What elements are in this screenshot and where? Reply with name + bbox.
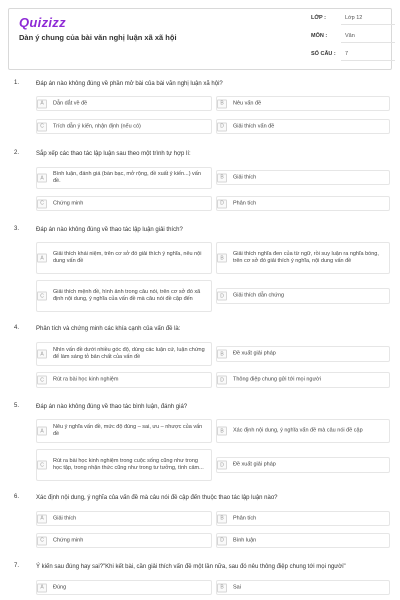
option-4b[interactable] (216, 346, 390, 362)
option-text: Giải thích dẫn chứng (233, 292, 285, 299)
option-1b[interactable] (216, 96, 390, 111)
option-letter: D (217, 376, 227, 385)
option-text: Giải thích vấn đề (233, 123, 275, 129)
option-5d[interactable] (216, 457, 390, 473)
option-letter: B (217, 350, 227, 359)
meta-label: LỚP : (311, 15, 326, 21)
option-4d[interactable] (216, 372, 390, 388)
option-1a[interactable] (36, 96, 212, 111)
worksheet-header (8, 8, 392, 70)
option-6c[interactable] (36, 533, 212, 548)
meta-label: SỐ CÂU : (311, 51, 336, 57)
meta-subject (311, 29, 395, 43)
option-3d[interactable] (216, 288, 390, 304)
option-text: Thông điệp chung gửi tới mọi người (233, 376, 321, 383)
question-text: Xác định nội dung, ý nghĩa của vấn đề mà câu nói đề cập đến thuộc thao tác lập luận nào? (36, 495, 278, 501)
meta-grade (311, 11, 395, 25)
option-5b[interactable] (216, 419, 390, 443)
meta-question-count (311, 47, 395, 61)
option-letter: D (217, 199, 227, 208)
option-text: Phân tích (233, 515, 257, 521)
option-text: Giải thích (53, 515, 77, 521)
option-letter: B (217, 583, 227, 592)
question-number: 3. (14, 226, 20, 232)
option-text: Chứng minh (53, 537, 84, 543)
option-letter: C (37, 122, 47, 131)
option-text: Đề xuất giải pháp (233, 350, 276, 357)
option-letter: B (217, 99, 227, 108)
option-letter: A (37, 583, 47, 592)
option-text: Đúng (53, 584, 67, 590)
option-letter: B (217, 254, 227, 263)
option-text: Nhìn vấn đề dưới nhiều góc độ, dùng các luận cứ, luận chứng để làm sáng tỏ bản chất của vấn đề (53, 347, 205, 360)
option-letter: C (37, 376, 47, 385)
option-letter: A (37, 254, 47, 263)
option-letter: D (217, 536, 227, 545)
option-1c[interactable] (36, 119, 212, 134)
meta-value: Lớp 12 (345, 15, 363, 21)
question-number: 1. (14, 80, 20, 86)
option-text: Sai (233, 584, 241, 590)
option-text: Nêu vấn đề (233, 100, 262, 106)
option-text: Trích dẫn ý kiến, nhận định (nếu có) (53, 123, 141, 129)
quizizz-logo: Quizizz (19, 15, 66, 30)
meta-underline (341, 60, 395, 61)
option-letter: C (37, 461, 47, 470)
option-2c[interactable] (36, 196, 212, 211)
option-text: Đề xuất giải pháp (233, 461, 276, 468)
option-text: Giải thích nghĩa đen của từ ngữ, rồi suy luận ra nghĩa bóng, trên cơ sở đó giải thích ý nghĩa, nội dung vấn đề (233, 251, 379, 264)
meta-label: MÔN : (311, 33, 328, 39)
option-letter: B (217, 173, 227, 182)
option-text: Rút ra bài học kinh nghiệm trong cuộc sống cũng như trong học tập, trong nhận thức cũng như trong tư tưởng, tình cảm... (53, 458, 204, 471)
option-4a[interactable] (36, 342, 212, 366)
option-text: Xác định nội dung, ý nghĩa vấn đề mà câu nói đề cập (233, 427, 363, 434)
option-2d[interactable] (216, 196, 390, 211)
worksheet-title: Dàn ý chung của bài văn nghị luận xã xã hội (19, 33, 177, 42)
option-text: Giải thích (233, 174, 257, 180)
option-text: Giải thích mệnh đề, hình ảnh trong câu nói, trên cơ sở đó xã định nội dung, ý nghĩa của vấn đề mà câu nói đề cập đến (53, 289, 201, 302)
option-letter: A (37, 350, 47, 359)
question-text: Đáp án nào không đúng về thao tác bình luận, đánh giá? (36, 404, 188, 410)
option-letter: C (37, 292, 47, 301)
option-4c[interactable] (36, 372, 212, 388)
option-text: Bình luận (233, 537, 257, 543)
question-number: 7. (14, 563, 20, 569)
meta-value: Văn (345, 33, 355, 39)
option-letter: C (37, 536, 47, 545)
option-letter: C (37, 199, 47, 208)
option-5c[interactable] (36, 449, 212, 481)
option-3c[interactable] (36, 280, 212, 312)
meta-underline (341, 24, 395, 25)
option-letter: D (217, 292, 227, 301)
option-2a[interactable] (36, 167, 212, 189)
question-text: Đáp án nào không đúng về phần mở bài của bài văn nghị luận xã hội? (36, 81, 223, 87)
option-text: Dẫn dắt về đề (53, 100, 88, 106)
option-letter: A (37, 99, 47, 108)
option-6b[interactable] (216, 511, 390, 526)
option-5a[interactable] (36, 419, 212, 443)
question-number: 6. (14, 494, 20, 500)
meta-underline (341, 42, 395, 43)
option-letter: A (37, 427, 47, 436)
option-2b[interactable] (216, 170, 390, 185)
option-6a[interactable] (36, 511, 212, 526)
option-letter: D (217, 461, 227, 470)
option-letter: B (217, 514, 227, 523)
question-text: Đáp án nào không đúng về thao tác lập luận giải thích? (36, 227, 183, 233)
option-3a[interactable] (36, 242, 212, 274)
question-text: Ý kiến sau đúng hay sai?"Khi kết bài, cần giải thích vấn đề một lần nữa, sau đó nêu thông điệp chung tới mọi người" (36, 564, 346, 570)
option-text: Phân tích (233, 200, 257, 206)
option-1d[interactable] (216, 119, 390, 134)
question-number: 2. (14, 150, 20, 156)
question-text: Sắp xếp các thao tác lập luận sau theo một trình tự hợp lí: (36, 151, 191, 157)
option-text: Chứng minh (53, 200, 84, 206)
meta-value: 7 (345, 51, 349, 57)
option-letter: B (217, 427, 227, 436)
option-text: Rút ra bài học kinh nghiệm (53, 376, 119, 383)
option-6d[interactable] (216, 533, 390, 548)
question-text: Phân tích và chứng minh các khía cạnh của vấn đề là: (36, 326, 181, 332)
question-number: 4. (14, 325, 20, 331)
option-7b[interactable] (216, 580, 390, 595)
option-3b[interactable] (216, 242, 390, 274)
question-number: 5. (14, 403, 20, 409)
option-letter: D (217, 122, 227, 131)
option-text: Bình luận, đánh giá (bàn bạc, mở rộng, đề xuất ý kiến...) vấn đề. (53, 171, 201, 184)
option-text: Giải thích khái niệm, trên cơ sở đó giải thích ý nghĩa, nêu nội dung vấn đề (53, 251, 202, 264)
option-7a[interactable] (36, 580, 212, 595)
option-text: Nêu ý nghĩa vấn đề, mức độ đúng – sai, ưu – nhược của vấn đề (53, 424, 203, 437)
option-letter: A (37, 174, 47, 183)
option-letter: A (37, 514, 47, 523)
